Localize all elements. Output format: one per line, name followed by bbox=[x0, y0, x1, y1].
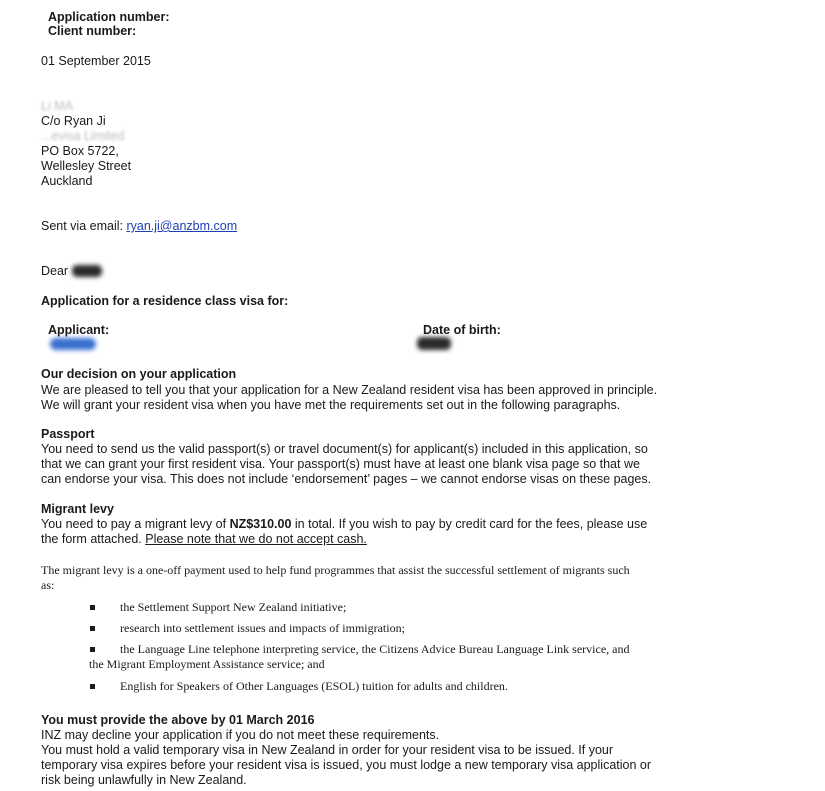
levy-info-line-1: The migrant levy is a one-off payment used to help fund programmes that assist the successful settlement of migrants such bbox=[41, 563, 630, 577]
bullet-icon bbox=[90, 647, 95, 652]
levy-amount: NZ$310.00 bbox=[229, 517, 292, 531]
decision-line-1: We are pleased to tell you that your application for a New Zealand resident visa has been approved in principle. bbox=[41, 383, 658, 397]
client-number-label: Client number: bbox=[48, 24, 137, 38]
levy-line-2 bbox=[41, 532, 367, 546]
decision-line-2: We will grant your resident visa when you have met the requirements set out in the following paragraphs. bbox=[41, 398, 621, 412]
levy-heading: Migrant levy bbox=[41, 502, 114, 516]
deadline-line-1: INZ may decline your application if you do not meet these requirements. bbox=[41, 728, 440, 742]
passport-line-1: You need to send us the valid passport(s) or travel document(s) for applicant(s) included in this application, so bbox=[41, 442, 648, 456]
levy-bullet-3-continued: the Migrant Employment Assistance service; and bbox=[89, 657, 325, 671]
bullet-icon bbox=[90, 684, 95, 689]
levy-line-2-pre: the form attached. bbox=[41, 532, 146, 546]
letter-date: 01 September 2015 bbox=[41, 54, 151, 68]
levy-info-line-2: as: bbox=[41, 578, 55, 592]
dob-redaction bbox=[417, 337, 451, 350]
address-name: Li MA bbox=[41, 99, 73, 113]
address-company: ...evisa Limited bbox=[41, 129, 125, 143]
address-street: Wellesley Street bbox=[41, 159, 132, 173]
deadline-line-3: temporary visa expires before your resident visa is issued, you must lodge a new temporary visa application or bbox=[41, 758, 652, 772]
email-link[interactable]: ryan.ji@anzbm.com bbox=[126, 219, 238, 233]
address-po-box: PO Box 5722, bbox=[41, 144, 119, 158]
greeting: Dear bbox=[41, 264, 69, 278]
address-care-of: C/o Ryan Ji bbox=[41, 114, 106, 128]
applicant-label: Applicant: bbox=[48, 323, 110, 337]
bullet-icon bbox=[90, 626, 95, 631]
sent-via-label: Sent via email: bbox=[41, 219, 123, 233]
levy-line-1 bbox=[41, 517, 647, 531]
passport-line-2: that we can grant your first resident visa. Your passport(s) must have at least one blank visa page so that we bbox=[41, 457, 640, 471]
bullet-icon bbox=[90, 605, 95, 610]
subject-line: Application for a residence class visa for: bbox=[41, 294, 289, 308]
levy-line-1-post: in total. If you wish to pay by credit card for the fees, please use bbox=[291, 517, 648, 531]
decision-heading: Our decision on your application bbox=[41, 367, 237, 381]
greeting-name-redaction bbox=[72, 265, 102, 277]
dob-label: Date of birth: bbox=[423, 323, 501, 337]
levy-line-1-pre: You need to pay a migrant levy of bbox=[41, 517, 230, 531]
deadline-line-4: risk being unlawfully in New Zealand. bbox=[41, 773, 247, 787]
sent-via-email bbox=[41, 219, 237, 233]
application-number-label: Application number: bbox=[48, 10, 170, 24]
address-city: Auckland bbox=[41, 174, 93, 188]
passport-heading: Passport bbox=[41, 427, 95, 441]
deadline-heading: You must provide the above by 01 March 2016 bbox=[41, 713, 315, 727]
no-cash-note: Please note that we do not accept cash. bbox=[145, 532, 367, 546]
applicant-name-redaction bbox=[50, 338, 96, 350]
deadline-line-2: You must hold a valid temporary visa in New Zealand in order for your resident visa to be issued. If your bbox=[41, 743, 614, 757]
passport-line-3: can endorse your visa. This does not include ‘endorsement’ pages – we cannot endorse visas on these pages. bbox=[41, 472, 652, 486]
